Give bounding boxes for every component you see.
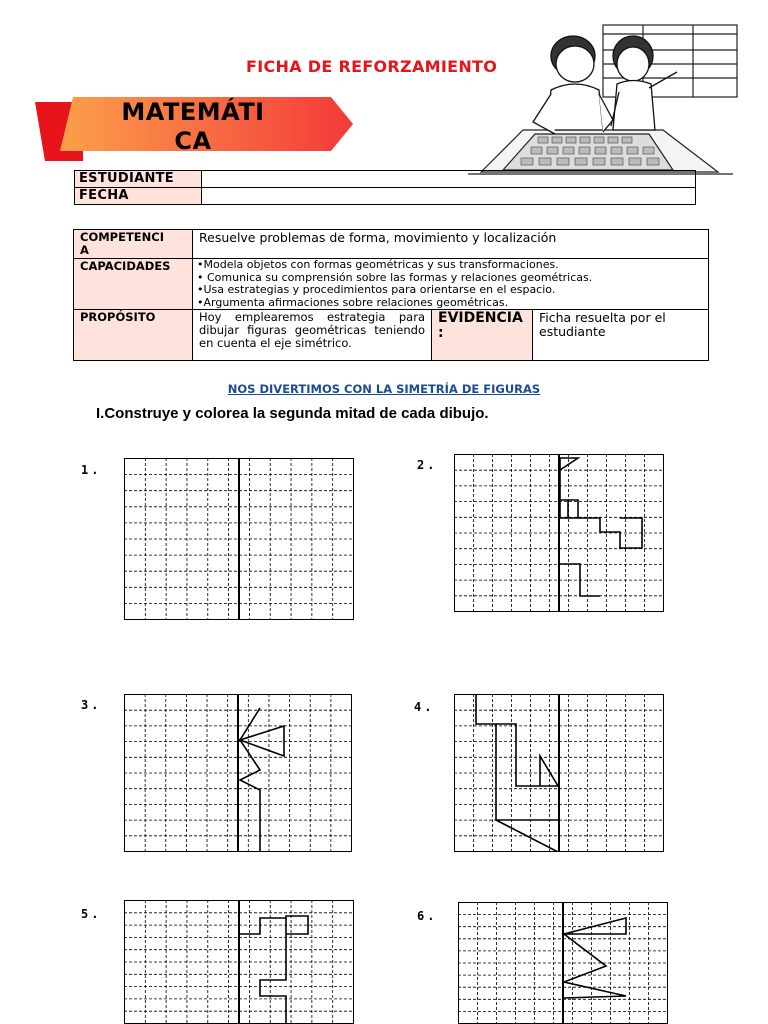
exercise-number: 1. — [81, 463, 102, 477]
section-title: NOS DIVERTIMOS CON LA SIMETRÍA DE FIGURAS — [227, 382, 541, 396]
capacidad-item: •Argumenta afirmaciones sobre relaciones geométricas. — [197, 295, 509, 309]
exercise-number: 3. — [81, 698, 102, 712]
competencia-label — [74, 230, 193, 259]
competencia-row — [74, 230, 709, 259]
symmetry-grid-1[interactable] — [124, 458, 354, 620]
instruction-text: I.Construye y colorea la segunda mitad de cada dibujo. — [96, 405, 489, 422]
exercise-number: 5. — [81, 907, 102, 921]
date-row — [75, 188, 696, 205]
capacidad-item: •Modela objetos con formas geométricas y sus transformaciones. — [197, 258, 559, 271]
subject-title-line1: MATEMÁTI — [121, 98, 265, 126]
student-name-field[interactable] — [202, 171, 696, 188]
document-title: FICHA DE REFORZAMIENTO — [246, 57, 498, 76]
student-label: ESTUDIANTE — [75, 171, 202, 188]
symmetry-grid-5[interactable] — [124, 900, 354, 1024]
student-row — [75, 171, 696, 188]
exercise-number: 2. — [417, 458, 438, 472]
competency-table — [73, 229, 709, 361]
exercise-number: 6. — [417, 909, 438, 923]
competencia-text: Resuelve problemas de forma, movimiento y localización — [193, 230, 709, 259]
capacidad-item: •Usa estrategias y procedimientos para orientarse en el espacio. — [197, 283, 556, 297]
capacidades-label: CAPACIDADES — [74, 259, 193, 310]
evidencia-label-line1: EVIDENCIA — [438, 310, 523, 327]
subject-title-line2: CA — [174, 127, 212, 155]
exercise-number: 4. — [414, 700, 435, 714]
evidencia-text: Ficha resuelta por el estudiante — [533, 310, 709, 361]
capacidades-list — [193, 259, 709, 310]
subject-title — [88, 98, 298, 156]
symmetry-grid-2[interactable] — [454, 454, 664, 612]
capacidad-item: • Comunica su comprensión sobre las formas y relaciones geométricas. — [197, 270, 593, 284]
proposito-label: PROPÓSITO — [74, 310, 193, 361]
competencia-label-line2: A — [80, 243, 89, 257]
student-info-table — [74, 170, 696, 205]
proposito-text: Hoy emplearemos estrategia para dibujar figuras geométricas teniendo en cuenta el eje simétrico. — [193, 310, 432, 361]
proposito-row — [74, 310, 709, 361]
date-field[interactable] — [202, 188, 696, 205]
children-illustration — [463, 22, 739, 180]
symmetry-grid-4[interactable] — [454, 694, 664, 852]
evidencia-label — [432, 310, 533, 361]
evidencia-label-line2: : — [438, 325, 444, 342]
capacidades-row — [74, 259, 709, 310]
date-label: FECHA — [75, 188, 202, 205]
symmetry-grid-6[interactable] — [458, 902, 668, 1024]
competencia-label-line1: COMPETENCI — [80, 230, 164, 244]
symmetry-grid-3[interactable] — [124, 694, 352, 852]
